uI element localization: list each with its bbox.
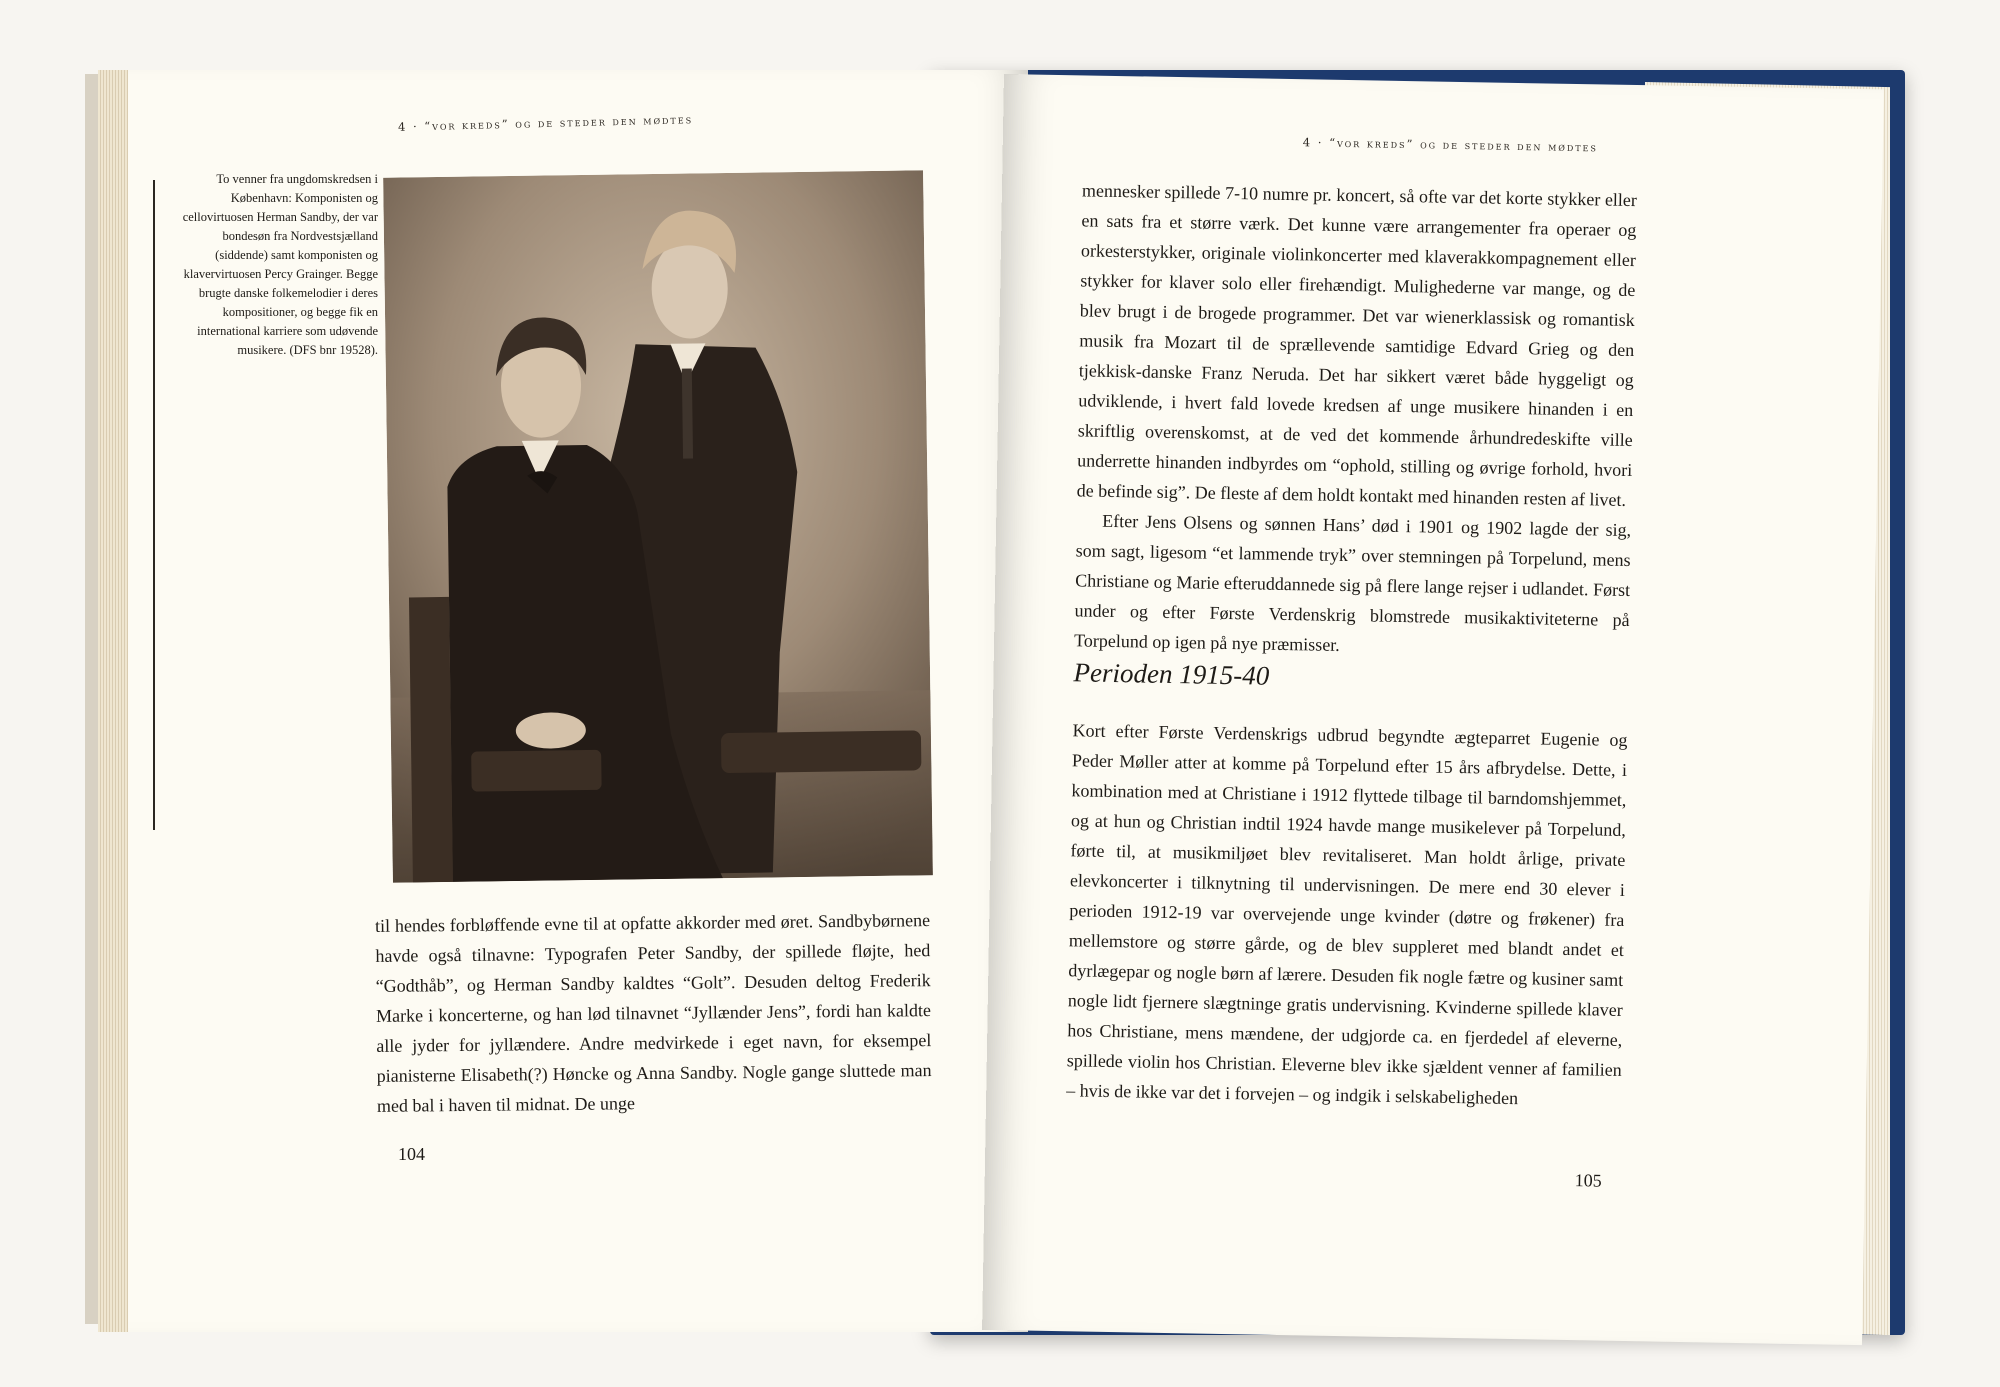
right-body-paragraph-1: mennesker spillede 7-10 numre pr. koncert, så ofte var det korte stykker eller en sats fra et større værk. Det kunne være arrangementer fra operaer og orkesterstykker, originale violinkoncerter med klaverakkompagnement eller stykker for klaver solo eller firehændigt. Mulighederne var mange, og de blev brugt i de brogede programmer. Det var wienerklassisk og romantisk musik fra Mozart til de sprællevende samtidige Edvard Grieg og den tjekkisk-danske Franz Neruda. Det har sikkert været både hyggeligt og udviklende, i hvert fald lovede kredsen af unge musikere hinanden i en skriftlig overenskomst, at de ved det kommende århundredeskifte ville underrette hinanden indbyrdes om “ophold, stilling og øvrige forhold, hvori de befinde sig”. De fleste af dem holdt kontakt med hinanden resten af livet. (1076, 180, 1638, 510)
left-body-text (375, 905, 932, 1121)
right-page-number: 105 (1574, 1170, 1602, 1191)
left-page-number: 104 (398, 1144, 425, 1164)
left-running-head: 4 · “vor kreds” og de steder den mødtes (397, 112, 694, 134)
left-body-paragraph: til hendes forbløffende evne til at opfatte akkorder med øret. Sandbybørnene havde også tilnavne: Typografen Peter Sandby, der spillede fløjte, hed “Godthåb”, og Herman Sandby kaldtes “Golt”. Desuden deltog Frederik Marke i koncerterne, og han lød tilnavnet “Jyllænder Jens”, fordi han kaldte alle jyder for jyllændere. Andre medvirkede i eget navn, for eksempel pianisterne Elisabeth(?) Hønckе og Anna Sandby. Nogle gange sluttede man med bal i haven til midnat. De unge (374, 910, 932, 1116)
right-body-paragraph-3: Kort efter Første Verdenskrigs udbrud begyndte ægteparret Eugenie og Peder Møller atter at komme på Torpelund efter 15 års afbrydelse. Dette, i kombination med at Christiane i 1912 flyttede tilbage til barndomshjemmet, og at hun og Christian indtil 1924 havde mange musikelever på Torpelund, førte til, at musikmiljøet blev revitaliseret. Man holdt årlige, private elevkoncerter i tilknytning til undervisningen. De mere end 30 elever i perioden 1912-19 var overvejende unge kvinder (døtre og frøkener) fra mellemstore og større gårde, og de blev suppleret med blandt andet et dyrlægepar og nogle børn af lærere. Desuden fik nogle fætre og kusiner samt nogle lidt fjernere slægtninge gratis undervisning. Kvinderne spillede klaver hos Christiane, mens mændene, der udgjorde ca. en fjerdedel af eleverne, spillede violin hos Christian. Eleverne blev ikke sjældent venner af familien – hvis de ikke var det i forvejen – og indgik i selskabeligheden (1066, 720, 1628, 1109)
portrait-photo (383, 170, 933, 882)
left-page (128, 70, 1028, 1332)
right-body-text-bottom (1066, 715, 1628, 1115)
right-body-text-top (1074, 175, 1637, 665)
caption-rule (153, 180, 155, 830)
section-heading: Perioden 1915-40 (1073, 657, 1270, 691)
right-page (982, 74, 1884, 1345)
sepia-portrait-icon (383, 170, 933, 882)
photo-caption: To venner fra ungdomskredsen i København: Komponisten og cellovirtuosen Herman Sandby, der var bondesøn fra Nordvestsjælland (siddende) samt komponisten og klavervirtuosen Percy Grainger. Begge brugte danske folkemelodier i deres kompositioner, og begge fik en international karriere som udøvende musikere. (DFS bnr 19528). (182, 172, 378, 357)
right-running-head: 4 · “vor kreds” og de steder den mødtes (1302, 135, 1599, 155)
right-body-paragraph-2: Efter Jens Olsens og sønnen Hans’ død i 1901 og 1902 lagde der sig, som sagt, ligesom “et lammende tryk” over stemningen på Torpelund, mens Christiane og Marie efteruddannede sig på flere lange rejser i udlandet. Først under og efter Første Verdenskrig blomstrede musikaktiviteterne på Torpelund op igen på nye præmisser. (1073, 510, 1632, 655)
